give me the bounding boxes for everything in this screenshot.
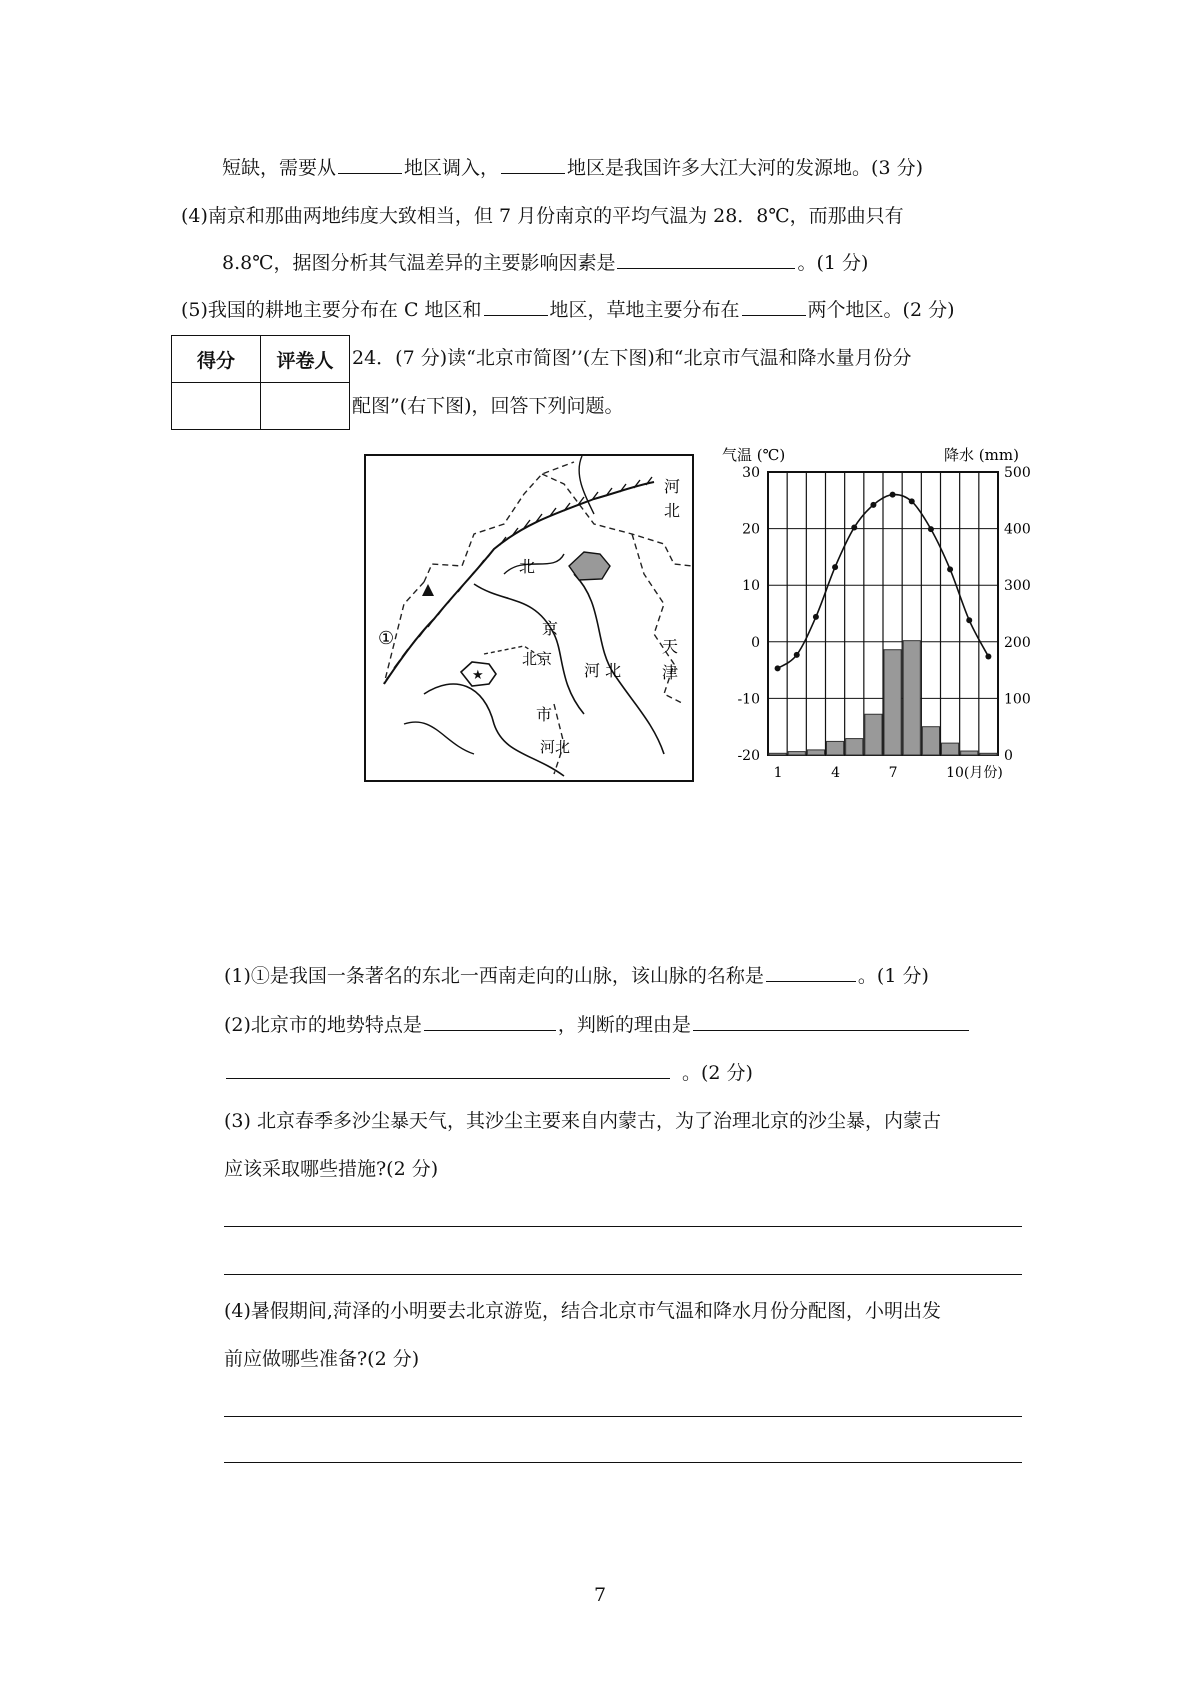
answer-line[interactable]	[224, 1274, 1022, 1275]
map-label-hebei-ne-2: 北	[664, 501, 681, 520]
temperature-point	[985, 654, 991, 660]
score-table	[171, 335, 350, 430]
answer-blank[interactable]	[226, 1060, 670, 1079]
question-2-continuation: 。(2 分)	[224, 1060, 753, 1086]
answer-blank[interactable]	[424, 1012, 556, 1031]
y-left-tick-label: 10	[742, 578, 760, 595]
precipitation-bar	[827, 741, 844, 755]
question-2: (2)北京市的地势特点是 ，判断的理由是	[224, 1012, 971, 1038]
map-label-tian: 天	[662, 637, 679, 656]
temperature-point	[851, 524, 857, 530]
temperature-point	[813, 614, 819, 620]
answer-line[interactable]	[224, 1462, 1022, 1463]
grader-label: 评卷人	[261, 336, 350, 383]
y-right-label: 降水 (mm)	[944, 446, 1019, 464]
x-tick-label: 4	[831, 765, 841, 781]
temperature-point	[928, 526, 934, 532]
score-cell[interactable]	[172, 383, 261, 430]
y-left-tick-label: 0	[751, 634, 760, 651]
precipitation-bar	[884, 650, 901, 755]
map-label-jin: 津	[662, 663, 679, 682]
score-label: 得分	[172, 336, 261, 383]
precipitation-bar	[922, 727, 939, 755]
precipitation-bar	[807, 750, 824, 755]
y-left-tick-label: -10	[737, 691, 760, 708]
question-3-line-1: (3) 北京春季多沙尘暴天气，其沙尘主要来自内蒙古，为了治理北京的沙尘暴，内蒙古	[224, 1110, 941, 1132]
mountain-marker: ①	[378, 628, 395, 649]
question-3-line-2: 应该采取哪些措施?(2 分)	[224, 1158, 439, 1180]
temperature-point	[775, 665, 781, 671]
grader-cell[interactable]	[261, 383, 350, 430]
question-4-line-1: (4)南京和那曲两地纬度大致相当，但 7 月份南京的平均气温为 28．8℃，而那曲只有	[181, 205, 904, 227]
question-3-continuation: 短缺，需要从 地区调入， 地区是我国许多大江大河的发源地。(3 分)	[222, 157, 923, 179]
answer-blank[interactable]	[338, 155, 402, 174]
map-label-hebei-mid: 河 北	[584, 661, 622, 680]
temperature-point	[909, 498, 915, 504]
question-4-line-2: 前应做哪些准备?(2 分)	[224, 1348, 420, 1370]
answer-blank[interactable]	[693, 1012, 969, 1031]
question-4-line-2: 8.8℃，据图分析其气温差异的主要影响因素是 。(1 分)	[222, 252, 869, 274]
climate-chart	[718, 444, 1032, 792]
question-5: (5)我国的耕地主要分布在 C 地区和 地区，草地主要分布在 两个地区。(2 分)	[181, 299, 955, 321]
answer-line[interactable]	[224, 1226, 1022, 1227]
y-right-tick-label: 500	[1004, 465, 1031, 481]
temperature-point	[870, 502, 876, 508]
answer-line[interactable]	[224, 1416, 1022, 1417]
y-right-tick-label: 0	[1004, 748, 1013, 764]
y-right-tick-label: 200	[1004, 634, 1031, 651]
precipitation-bar	[903, 641, 920, 755]
map-label-beijing: 北京	[522, 650, 553, 668]
x-tick-label: 1	[773, 765, 783, 781]
chart-grid	[768, 472, 998, 755]
answer-blank[interactable]	[501, 155, 565, 174]
answer-blank[interactable]	[617, 250, 795, 269]
map-label-shi: 市	[536, 705, 553, 724]
map-label-jing: 京	[542, 619, 559, 638]
svg-text:★: ★	[472, 668, 484, 683]
question-24-intro-1: 24．(7 分)读“北京市简图’’(左下图)和“北京市气温和降水量月份分	[352, 347, 912, 369]
y-left-tick-label: 30	[742, 465, 760, 481]
map-label-hebei-ne-1: 河	[664, 477, 681, 496]
y-right-tick-label: 300	[1004, 578, 1031, 595]
y-left-label: 气温 (℃)	[722, 446, 786, 464]
precipitation-bar	[865, 714, 882, 755]
question-4-line-1: (4)暑假期间,菏泽的小明要去北京游览，结合北京市气温和降水月份分配图，小明出发	[224, 1300, 941, 1322]
x-tick-label: 7	[888, 765, 898, 781]
map-label-hebei-s: 河北	[540, 738, 571, 756]
answer-blank[interactable]	[766, 963, 856, 982]
precipitation-bar	[769, 753, 786, 755]
question-1: (1)①是我国一条著名的东北一西南走向的山脉，该山脉的名称是 。(1 分)	[224, 965, 929, 987]
x-tick-label: 10(月份)	[946, 765, 1003, 781]
answer-blank[interactable]	[742, 297, 806, 316]
question-24-intro-2: 配图”(右下图)，回答下列问题。	[352, 395, 624, 417]
y-left-tick-label: 20	[742, 521, 760, 538]
precipitation-bar	[961, 751, 978, 755]
precipitation-bar	[788, 752, 805, 755]
temperature-point	[890, 492, 896, 498]
precipitation-bar	[846, 739, 863, 755]
answer-blank[interactable]	[484, 297, 548, 316]
temperature-point	[832, 564, 838, 570]
page-number: 7	[593, 1584, 607, 1606]
y-right-tick-label: 400	[1004, 521, 1031, 538]
precipitation-bar	[942, 743, 959, 755]
temperature-point	[966, 617, 972, 623]
beijing-map	[364, 454, 694, 784]
y-left-tick-label: -20	[737, 748, 760, 764]
map-label-bei: 北	[519, 557, 536, 576]
temperature-point	[947, 566, 953, 572]
y-right-tick-label: 100	[1004, 691, 1031, 708]
temperature-point	[794, 652, 800, 658]
precipitation-bar	[980, 753, 997, 755]
